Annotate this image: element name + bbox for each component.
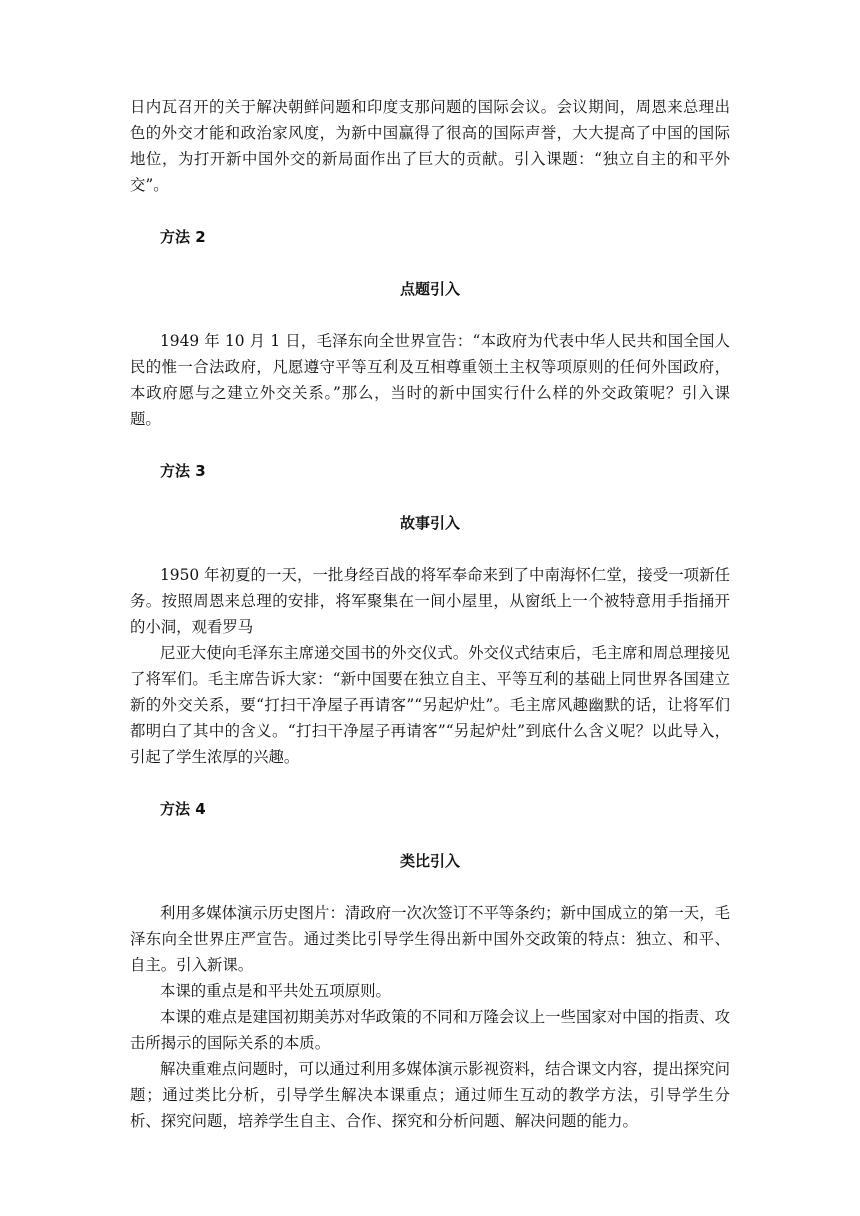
spacer (130, 874, 730, 900)
spacer (130, 822, 730, 848)
section-heading-analogy-intro: 类比引入 (399, 852, 460, 870)
spacer (130, 432, 730, 458)
paragraph-geneva-conference: 日内瓦召开的关于解决朝鲜问题和印度支那问题的国际会议。会议期间，周恩来总理出色的外交才能和政治家风度，为新中国赢得了很高的国际声誉，大大提高了中国的国际地位，为打开新中国外交的新局面作出了巨大的贡献。引入课题：“独立自主的和平外交”。 (130, 98, 730, 194)
paragraph-difficult-point: 本课的难点是建国初期美苏对华政策的不同和万隆会议上一些国家对中国的指责、攻击所揭示的国际关系的本质。 (130, 1008, 730, 1052)
paragraph-solution-method: 解决重难点问题时，可以通过利用多媒体演示影视资料，结合课文内容，提出探究问题；通过类比分析，引导学生解决本课重点；通过师生互动的教学方法，引导学生分析、探究问题，培养学生自主、合作、探究和分析问题、解决问题的能力。 (130, 1060, 730, 1130)
section-heading-topic-intro: 点题引入 (399, 280, 460, 298)
document-page (130, 94, 730, 1134)
method-3-label: 方法 3 (160, 462, 206, 480)
paragraph-1950-story-part1: 1950 年初夏的一天，一批身经百战的将军奉命来到了中南海怀仁堂，接受一项新任务。按照周恩来总理的安排，将军聚集在一间小屋里，从窗纸上一个被特意用手指捅开的小洞，观看罗马 (130, 566, 730, 636)
paragraph-1950-story-part2: 尼亚大使向毛泽东主席递交国书的外交仪式。外交仪式结束后，毛主席和周总理接见了将军们。毛主席告诉大家：“新中国要在独立自主、平等互利的基础上同世界各国建立新的外交关系，要“打扫干净屋子再请客”“另起炉灶”。毛主席风趣幽默的话，让将军们都明白了其中的含义。“打扫干净屋子再请客”“另起炉灶”到底什么含义呢？以此导入，引起了学生浓厚的兴趣。 (130, 644, 730, 766)
paragraph-key-point: 本课的重点是和平共处五项原则。 (160, 982, 391, 1000)
paragraph-multimedia-analogy: 利用多媒体演示历史图片：清政府一次次签订不平等条约；新中国成立的第一天，毛泽东向全世界庄严宣告。通过类比引导学生得出新中国外交政策的特点：独立、和平、自主。引入新课。 (130, 904, 730, 974)
method-4-label: 方法 4 (160, 800, 206, 818)
spacer (130, 302, 730, 328)
section-heading-story-intro: 故事引入 (399, 514, 460, 532)
paragraph-1949-declaration: 1949 年 10 月 1 日，毛泽东向全世界宣告：“本政府为代表中华人民共和国全国人民的惟一合法政府，凡愿遵守平等互利及互相尊重领土主权等项原则的任何外国政府，本政府愿与之建立外交关系。”那么，当时的新中国实行什么样的外交政策呢？引入课题。 (130, 332, 730, 428)
spacer (130, 770, 730, 796)
spacer (130, 250, 730, 276)
spacer (130, 536, 730, 562)
method-2-label: 方法 2 (160, 228, 206, 246)
spacer (130, 198, 730, 224)
spacer (130, 484, 730, 510)
